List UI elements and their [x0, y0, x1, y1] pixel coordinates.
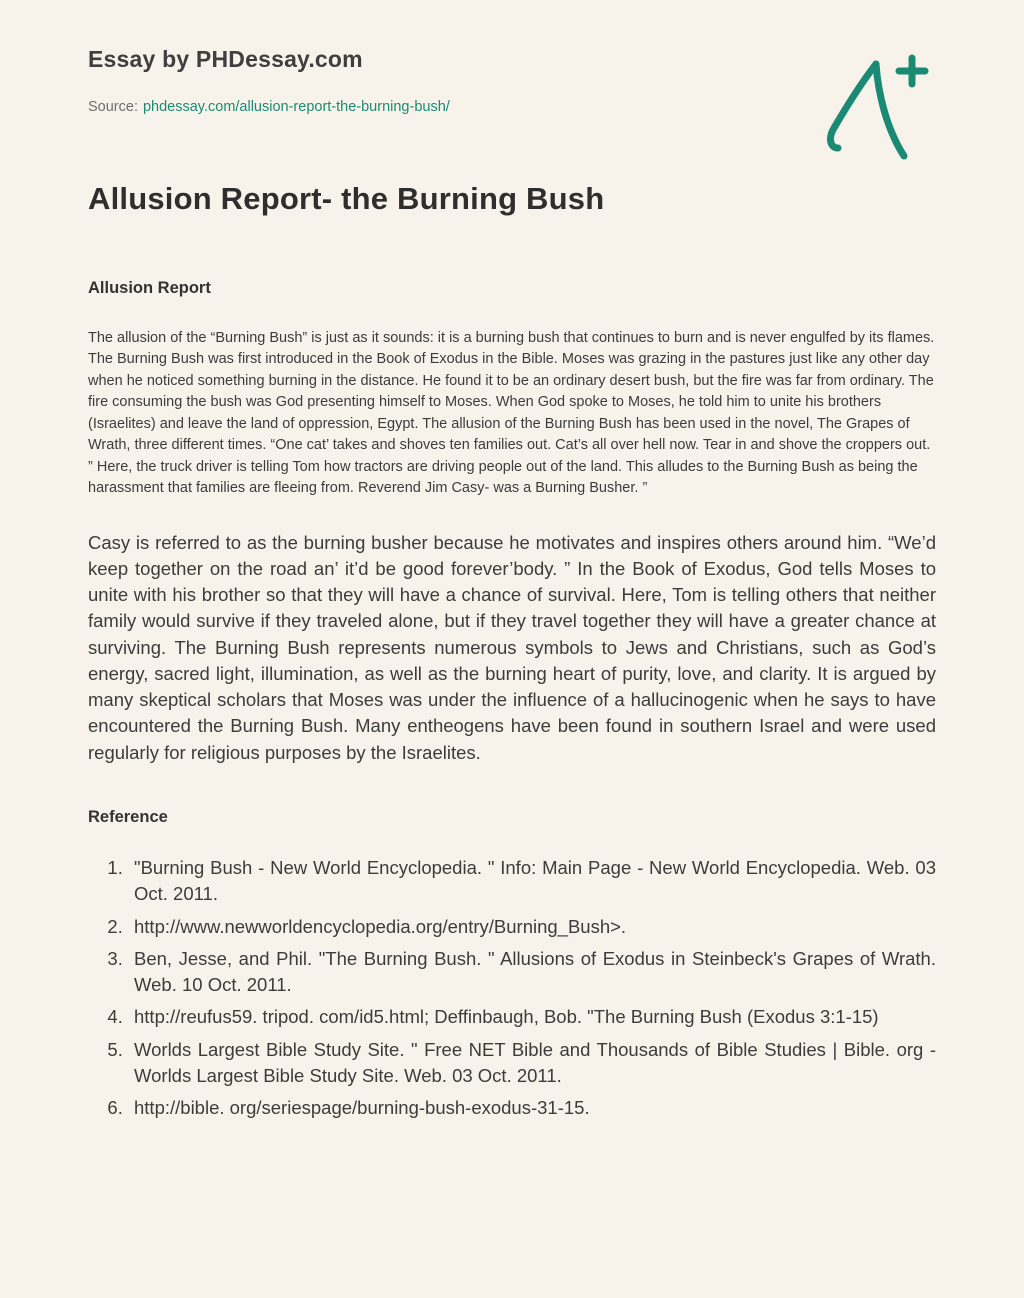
- page-header: [88, 46, 936, 115]
- section-heading-reference: Reference: [88, 808, 168, 827]
- reference-item: 1. "Burning Bush - New World Encyclopedia. " Info: Main Page - New World Encyclopedia. Web. 03 Oct. 2011.: [128, 855, 936, 908]
- reference-item: 5. Worlds Largest Bible Study Site. " Free NET Bible and Thousands of Bible Studies | Bible. org - Worlds Largest Bible Study Site. Web. 03 Oct. 2011.: [128, 1037, 936, 1090]
- reference-item: 4. http://reufus59. tripod. com/id5.html; Deffinbaugh, Bob. "The Burning Bush (Exodus 3:1-15): [128, 1004, 936, 1030]
- section-heading-allusion-report: Allusion Report: [88, 279, 211, 297]
- phdessay-logo: [824, 52, 934, 164]
- essay-byline: Essay by PHDessay.com: [88, 46, 363, 72]
- source-link[interactable]: phdessay.com/allusion-report-the-burning-bush/: [142, 99, 450, 115]
- reference-list: [88, 855, 936, 1121]
- essay-paragraph-1: The allusion of the “Burning Bush” is just as it sounds: it is a burning bush that continues to burn and is never engulfed by its flames. The Burning Bush was first introduced in the Book of Exodus in the Bible. Moses was grazing in the pastures just like any other day when he noticed something burning in the distance. He found it to be an ordinary desert bush, but the fire was far from ordinary. The fire consuming the bush was God presenting himself to Moses. When God spoke to Moses, he told him to unite his brothers (Israelites) and leave the land of oppression, Egypt. The allusion of the Burning Bush has been used in the novel, The Grapes of Wrath, three different times. “One cat’ takes and shoves ten families out. Cat’s all over hell now. Tear in and shove the croppers out. ” Here, the truck driver is telling Tom how tractors are driving people out of the land. This alludes to the Burning Bush as being the harassment that families are fleeing from. Reverend Jim Casy- was a Burning Busher. ”: [88, 330, 935, 497]
- reference-item: 6. http://bible. org/seriespage/burning-bush-exodus-31-15.: [128, 1095, 936, 1121]
- reference-item: 3. Ben, Jesse, and Phil. "The Burning Bush. " Allusions of Exodus in Steinbeck's Grapes of Wrath. Web. 10 Oct. 2011.: [128, 946, 936, 999]
- a-plus-logo-icon: [824, 52, 934, 164]
- essay-paragraph-2: Casy is referred to as the burning busher because he motivates and inspires others around him. “We’d keep together on the road an’ it’d be good forever’body. ” In the Book of Exodus, God tells Moses to unite with his brother so that they will have a chance of survival. Here, Tom is telling others that neither family would survive if they traveled alone, but if they travel together they will have a greater chance at surviving. The Burning Bush represents numerous symbols to Jews and Christians, such as God’s energy, sacred light, illumination, as well as the burning heart of purity, love, and clarity. It is argued by many skeptical scholars that Moses was under the influence of a hallucinogenic when he says to have encountered the Burning Bush. Many entheogens have been found in southern Israel and were used regularly for religious purposes by the Israelites.: [88, 531, 936, 763]
- source-label: Source:: [88, 99, 138, 115]
- reference-item: 2. http://www.newworldencyclopedia.org/entry/Burning_Bush>.: [128, 914, 936, 940]
- source-line: [88, 99, 936, 115]
- page-title: Allusion Report- the Burning Bush: [88, 181, 605, 216]
